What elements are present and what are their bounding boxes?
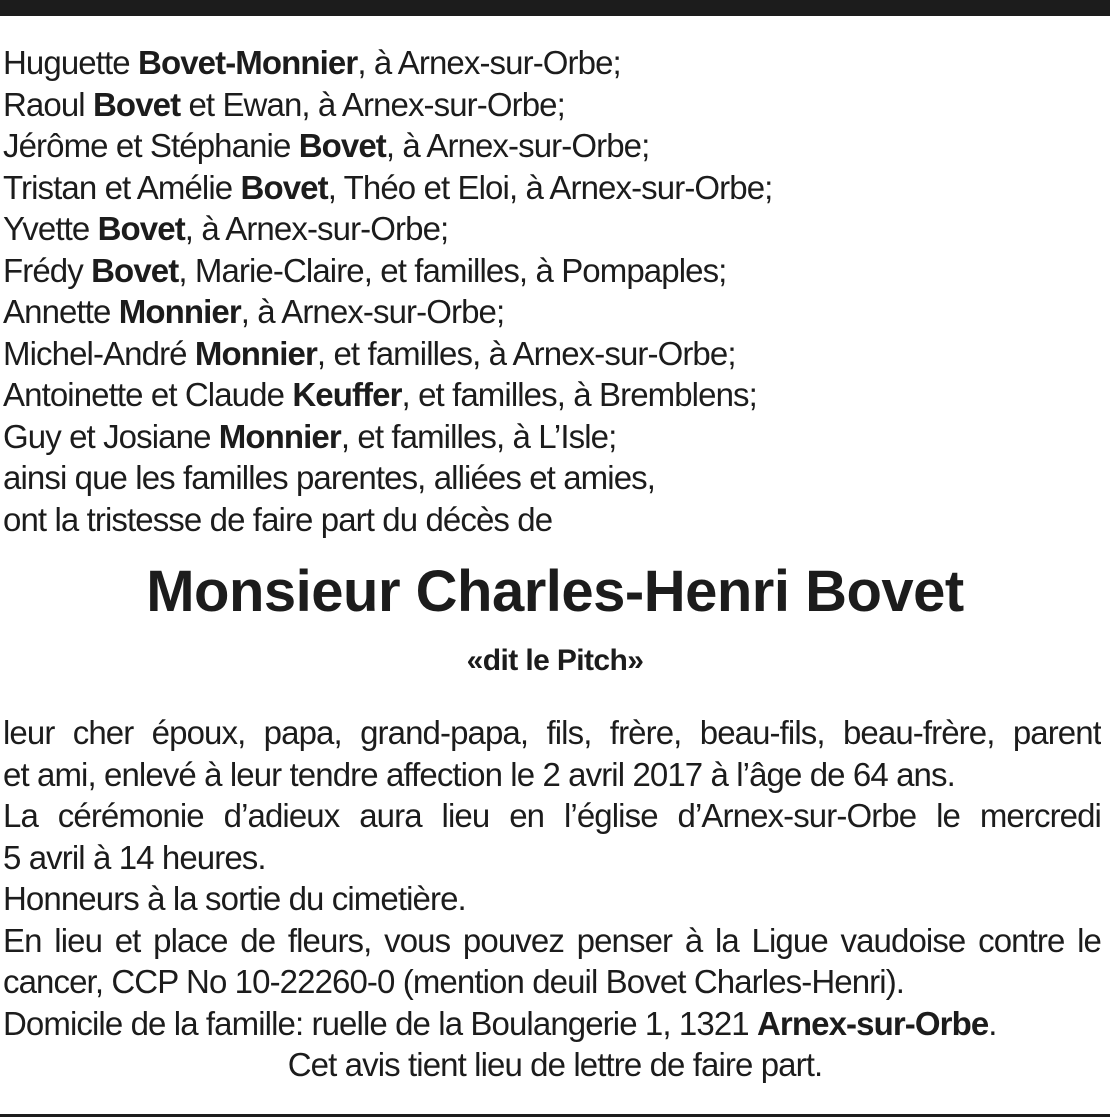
family-list	[3, 42, 1107, 540]
family-line-text: Guy et Josiane	[3, 417, 219, 455]
deceased-name: Monsieur Charles-Henri Bovet	[146, 559, 964, 624]
family-line	[3, 84, 1107, 126]
nickname: «dit le Pitch»	[466, 644, 644, 677]
family-surname: Bovet	[298, 127, 386, 164]
family-line	[3, 416, 1107, 458]
family-line-text: , Théo et Eloi, à Arnex-sur-Orbe;	[327, 168, 773, 206]
family-line	[3, 333, 1107, 375]
family-surname: Bovet	[91, 251, 179, 289]
family-surname: Monnier	[118, 293, 241, 330]
family-line	[3, 167, 1107, 209]
family-line-text: , et familles, à Bremblens;	[401, 376, 757, 413]
family-line-text: Jérôme et Stéphanie	[3, 127, 299, 164]
family-surname: Bovet	[97, 210, 185, 247]
body-line: cancer, CCP No 10-22260-0 (mention deuil Bovet Charles-Henri).	[3, 963, 905, 1000]
family-line-text: Annette	[3, 293, 119, 330]
family-line-text: Antoinette et Claude	[3, 376, 293, 413]
bottom-rule	[0, 1114, 1110, 1117]
family-line-text: , à Arnex-sur-Orbe;	[385, 127, 650, 164]
intro-line: ont la tristesse de faire part du décès de	[3, 500, 553, 538]
family-line-text: Yvette	[3, 210, 98, 247]
family-surname: Monnier	[218, 417, 341, 455]
family-surname: Keuffer	[292, 376, 402, 413]
family-line-text: Raoul	[3, 85, 93, 123]
domicile-text: .	[988, 1004, 997, 1042]
body-line: Honneurs à la sortie du cimetière.	[3, 880, 466, 917]
top-rule	[0, 0, 1110, 16]
domicile-line	[3, 1003, 1101, 1045]
family-surname: Bovet	[240, 168, 328, 206]
closing-line: Cet avis tient lieu de lettre de faire part.	[287, 1046, 823, 1083]
notice-body	[3, 712, 1101, 1086]
family-line-text: et Ewan, à Arnex-sur-Orbe;	[180, 85, 565, 123]
family-line-text: Tristan et Amélie	[3, 168, 241, 206]
family-line	[3, 125, 1107, 167]
family-line-text: , et familles, à L’Isle;	[340, 417, 617, 455]
family-line	[3, 291, 1107, 333]
family-line	[3, 250, 1107, 292]
body-line: 5 avril à 14 heures.	[3, 838, 266, 876]
family-surname: Monnier	[194, 334, 317, 372]
body-line: et ami, enlevé à leur tendre affection le 2 avril 2017 à l’âge de 64 ans.	[3, 755, 955, 793]
family-line-text: , à Arnex-sur-Orbe;	[357, 44, 621, 81]
family-line-text: Frédy	[3, 251, 92, 289]
family-line-text: Michel-André	[3, 334, 195, 372]
family-line-text: , et familles, à Arnex-sur-Orbe;	[316, 334, 736, 372]
body-line: La cérémonie d’adieux aura lieu en l’église d’Arnex-sur-Orbe le mercredi	[3, 797, 1101, 834]
domicile-text: Domicile de la famille: ruelle de la Boulangerie 1, 1321	[3, 1004, 757, 1042]
family-line	[3, 208, 1107, 250]
family-surname: Bovet	[93, 85, 181, 123]
family-line-text: , à Arnex-sur-Orbe;	[240, 293, 505, 330]
intro-line: ainsi que les familles parentes, alliées et amies,	[3, 459, 656, 496]
family-line	[3, 374, 1107, 416]
family-line-text: , Marie-Claire, et familles, à Pompaples;	[178, 251, 727, 289]
family-surname: Bovet-Monnier	[138, 44, 358, 81]
family-line-text: Huguette	[3, 44, 139, 81]
family-line-text: , à Arnex-sur-Orbe;	[184, 210, 449, 247]
body-line: En lieu et place de fleurs, vous pouvez penser à la Ligue vaudoise contre le	[3, 921, 1101, 959]
family-line	[3, 42, 1107, 84]
domicile-town: Arnex-sur-Orbe	[757, 1004, 989, 1042]
body-line: leur cher époux, papa, grand-papa, fils, frère, beau-fils, beau-frère, parent	[3, 714, 1101, 751]
